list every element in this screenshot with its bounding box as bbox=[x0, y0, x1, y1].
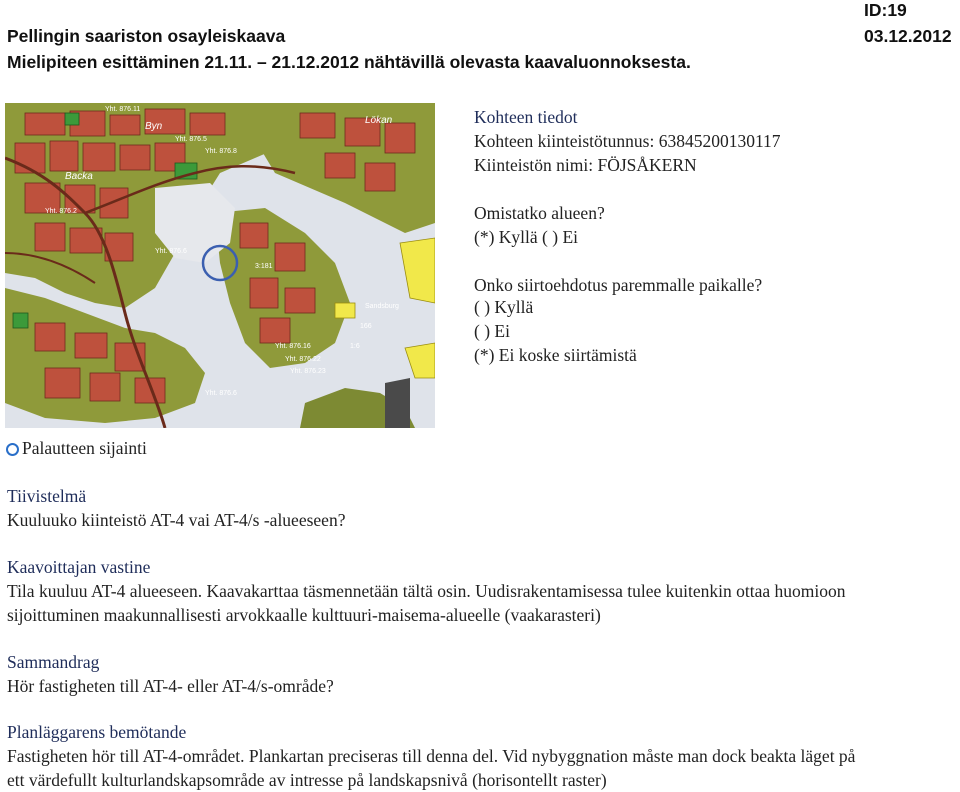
move-question: Onko siirtoehdotus paremmalle paikalle? bbox=[474, 275, 763, 295]
property-number: Kohteen kiinteistötunnus: 63845200130117 bbox=[474, 131, 781, 151]
map-place-label: Lökan bbox=[365, 115, 393, 126]
map-label: Yht. 876.23 bbox=[290, 368, 326, 375]
owner-question: Omistatko alueen? bbox=[474, 203, 605, 223]
move-option-no: ( ) Ei bbox=[474, 321, 510, 341]
document-subtitle: Mielipiteen esittäminen 21.11. – 21.12.2012 nähtävillä olevasta kaavaluonnoksesta. bbox=[7, 52, 691, 72]
map-label: Yht. 876.8 bbox=[205, 148, 237, 155]
summary-sv-heading: Sammandrag bbox=[7, 652, 100, 672]
map-label: Yht. 876.5 bbox=[175, 136, 207, 143]
summary-fi-heading: Tiivistelmä bbox=[7, 486, 87, 506]
document-date: 03.12.2012 bbox=[864, 26, 952, 46]
response-sv-heading: Planläggarens bemötande bbox=[7, 722, 187, 742]
map-label: Yht. 876.22 bbox=[285, 356, 321, 363]
document-title: Pellingin saariston osayleiskaava bbox=[7, 26, 286, 46]
map-place-label: Byn bbox=[145, 121, 163, 132]
move-option-not-applicable: (*) Ei koske siirtämistä bbox=[474, 345, 637, 365]
map-label: Yht. 876.2 bbox=[45, 208, 77, 215]
feedback-id: ID:19 bbox=[864, 0, 907, 20]
response-fi-line1: Tila kuuluu AT-4 alueeseen. Kaavakarttaa täsmennetään tältä osin. Uudisrakentamisessa tulee kuitenkin ottaa huomioon bbox=[7, 581, 846, 601]
property-name: Kiinteistön nimi: FÖJSÅKERN bbox=[474, 155, 697, 175]
response-sv-line2: ett värdefullt kulturlandskapsområde av intresse på landskapsnivå (horisontellt raster) bbox=[7, 770, 607, 790]
move-option-yes: ( ) Kyllä bbox=[474, 297, 534, 317]
location-label: Palautteen sijainti bbox=[22, 438, 147, 458]
map-label: Yht. 876.11 bbox=[105, 106, 141, 113]
property-heading: Kohteen tiedot bbox=[474, 107, 578, 127]
location-legend bbox=[6, 438, 147, 459]
summary-sv-text: Hör fastigheten till AT-4- eller AT-4/s-område? bbox=[7, 676, 334, 696]
summary-fi-text: Kuuluuko kiinteistö AT-4 vai AT-4/s -alueeseen? bbox=[7, 510, 346, 530]
map-place-label: Backa bbox=[65, 171, 93, 182]
location-circle-icon bbox=[6, 443, 19, 456]
map-label: Sandsburg bbox=[365, 303, 399, 310]
map-label: 3:181 bbox=[255, 263, 273, 270]
map-label: Yht. 876.6 bbox=[205, 390, 237, 397]
response-sv-line1: Fastigheten hör till AT-4-området. Plankartan preciseras till denna del. Vid nybyggnation måste man dock beakta läget på bbox=[7, 746, 856, 766]
response-fi-heading: Kaavoittajan vastine bbox=[7, 557, 151, 577]
map-label: Yht. 876.16 bbox=[275, 343, 311, 350]
map-label: Yht. 876.6 bbox=[155, 248, 187, 255]
map-label: 166 bbox=[360, 323, 372, 330]
owner-answer: (*) Kyllä ( ) Ei bbox=[474, 227, 578, 247]
map-label: 1:6 bbox=[350, 343, 360, 350]
response-fi-line2: sijoittuminen maakunnallisesti arvokkaalle kulttuuri-maisema-alueelle (vaakarasteri) bbox=[7, 605, 601, 625]
location-map bbox=[5, 103, 435, 428]
